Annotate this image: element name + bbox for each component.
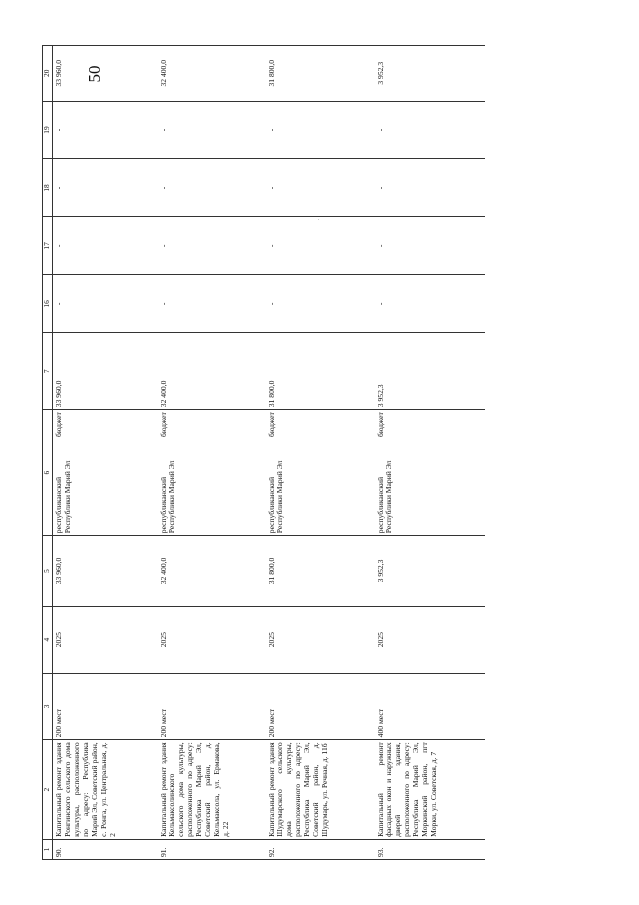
value-col-18: - <box>375 159 485 217</box>
funding-source: республиканский бюджет Республики Марий Эл <box>158 410 266 536</box>
capacity: 400 мест <box>375 673 485 740</box>
value-col-20: 3 952,3 <box>375 46 485 102</box>
value-col-17: - <box>266 217 375 275</box>
value-col-16: - <box>53 275 158 333</box>
year: 2025 <box>53 606 158 673</box>
header-col-18: 18 <box>43 159 53 217</box>
value-col-17: - <box>158 217 266 275</box>
header-col-5: 5 <box>43 536 53 607</box>
value-col-20: 32 400,0 <box>158 46 266 102</box>
row-number: 93. <box>375 839 485 859</box>
row-number: 92. <box>266 839 375 859</box>
object-name: Капитальный ремонт здания Кельмаксолинского сельского дома культуры, расположенного по адресу: Республика Марий Эл, Советский район, д. Кельмаксола, ул. Ермакова, д. 22 <box>158 740 266 840</box>
year: 2025 <box>158 606 266 673</box>
value-col-19: - <box>266 101 375 159</box>
value-col-20: 33 960,0 <box>53 46 158 102</box>
header-col-1: 1 <box>43 839 53 859</box>
capacity: 200 мест <box>266 673 375 740</box>
table-row <box>266 46 375 860</box>
value-col-19: - <box>158 101 266 159</box>
header-col-3: 3 <box>43 673 53 740</box>
object-name: Капитальный ремонт здания Ронгинского сельского дома культуры, расположенного по адресу: Республика Марий Эл, Советский район, с. Ронга, ул. Центральная, д. 2 <box>53 740 158 840</box>
total-amount: 3 952,3 <box>375 536 485 607</box>
value-col-17: - <box>375 217 485 275</box>
capacity: 200 мест <box>158 673 266 740</box>
table-row <box>158 46 266 860</box>
value-col-18: - <box>266 159 375 217</box>
header-row <box>43 46 53 860</box>
value-col-17: - <box>53 217 158 275</box>
total-amount: 32 400,0 <box>158 536 266 607</box>
rotated-table-wrapper <box>42 45 597 860</box>
value-col-7: 32 400,0 <box>158 333 266 410</box>
funding-source: республиканский бюджет Республики Марий Эл <box>266 410 375 536</box>
capacity: 200 мест <box>53 673 158 740</box>
row-number: 91. <box>158 839 266 859</box>
header-col-7: 7 <box>43 333 53 410</box>
value-col-16: - <box>158 275 266 333</box>
year: 2025 <box>375 606 485 673</box>
total-amount: 31 800,0 <box>266 536 375 607</box>
header-col-16: 16 <box>43 275 53 333</box>
object-name: Капитальный ремонт фасадных окон и наружных дверей здания, расположенного по адресу: Республика Марий Эл, Моркинский район, пгт Морки, ул. Советская, д. 7 <box>375 740 485 840</box>
header-col-20: 20 <box>43 46 53 102</box>
value-col-18: - <box>158 159 266 217</box>
header-col-2: 2 <box>43 740 53 840</box>
row-number: 90. <box>53 839 158 859</box>
value-col-19: - <box>375 101 485 159</box>
funding-table <box>42 45 485 860</box>
year: 2025 <box>266 606 375 673</box>
value-col-7: 33 960,0 <box>53 333 158 410</box>
scan-speck <box>318 219 319 220</box>
value-col-19: - <box>53 101 158 159</box>
table-row <box>375 46 485 860</box>
value-col-20: 31 800,0 <box>266 46 375 102</box>
header-col-6: 6 <box>43 410 53 536</box>
value-col-16: - <box>266 275 375 333</box>
value-col-7: 31 800,0 <box>266 333 375 410</box>
header-col-19: 19 <box>43 101 53 159</box>
value-col-18: - <box>53 159 158 217</box>
funding-source: республиканский бюджет Республики Марий Эл <box>375 410 485 536</box>
total-amount: 33 960,0 <box>53 536 158 607</box>
funding-source: республиканский бюджет Республики Марий Эл <box>53 410 158 536</box>
header-col-17: 17 <box>43 217 53 275</box>
page-number: 50 <box>85 65 104 83</box>
table-row <box>53 46 158 860</box>
header-col-4: 4 <box>43 606 53 673</box>
value-col-7: 3 952,3 <box>375 333 485 410</box>
object-name: Капитальный ремонт здания Шудумарского сельского дома культуры, расположенного по адресу: Республика Марий Эл, Советский район, д. Шудумарь, ул. Речная, д. 11б <box>266 740 375 840</box>
value-col-16: - <box>375 275 485 333</box>
